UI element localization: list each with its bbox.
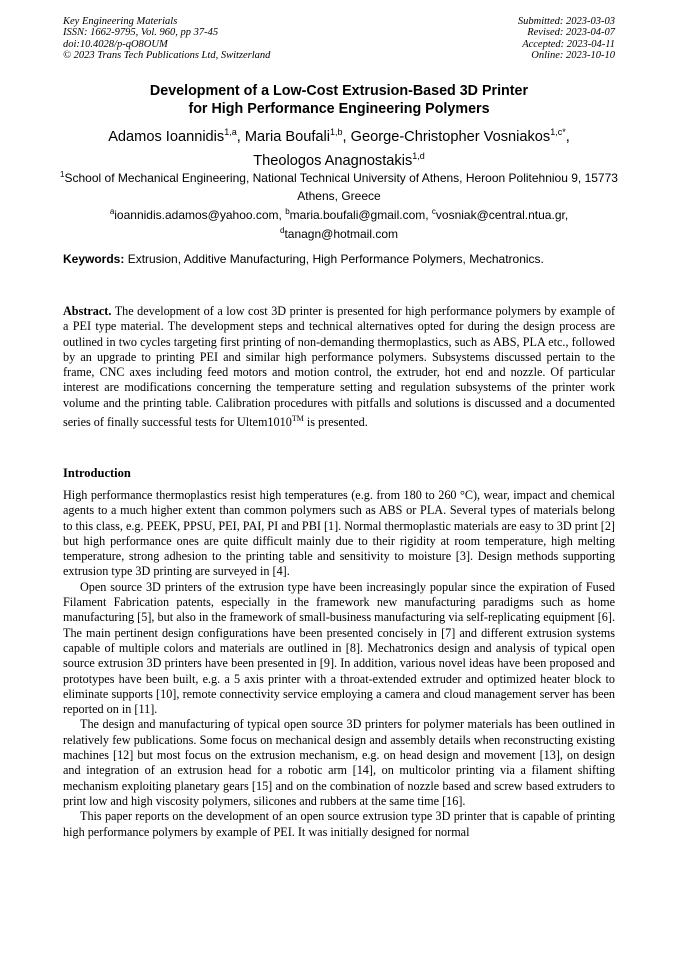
abstract xyxy=(63,304,615,430)
email-sup: a xyxy=(109,207,115,216)
email-address[interactable]: vosniak@central.ntua.gr xyxy=(435,208,565,222)
section-heading-introduction: Introduction xyxy=(63,466,131,480)
title-line-1: Development of a Low-Cost Extrusion-Based 3D Printer xyxy=(149,83,529,99)
author-list: Adamos Ioannidis$^{1,a}$, Maria Boufali$^{1,b}$, George-Christopher Vosniakos$^{1,c*}$, Theologos Anagnostakis$^{1,d}$ xyxy=(108,127,570,169)
author-name: Maria Boufali xyxy=(244,128,331,145)
journal-doi: doi:10.4028/p-qO8OUM xyxy=(63,38,168,50)
journal-name: Key Engineering Materials xyxy=(63,16,178,27)
author-sup: 1,a xyxy=(224,127,237,137)
email-address[interactable]: ioannidis.adamos@yahoo.com xyxy=(114,208,279,222)
affiliation-sup: 1 xyxy=(60,170,65,179)
author-name: Adamos Ioannidis xyxy=(108,128,225,145)
date-accepted: Accepted: 2023-04-11 xyxy=(522,38,615,50)
paragraph: The design and manufacturing of typical open source 3D printers for polymer materials has been outlined in relatively few publications. Some focus on mechanical design and assembly details when reconstructing existing machines [12] but most focus on the extrusion mechanism, e.g. on head design and movement [13], on design and integration of an extrusion head for a robotic arm [14], on multicolor printing via a filament shifting mechanism exploiting planetary gears [15] and on the combination of nozzle based and screw based extruders to print low and high viscosity polymers, silicones and rubbers at the same time [16]. xyxy=(63,717,615,808)
date-revised: Revised: 2023-04-07 xyxy=(527,27,615,39)
title-line-2: for High Performance Engineering Polymers xyxy=(188,101,490,117)
paragraph: Open source 3D printers of the extrusion type have been increasingly popular since the expiration of Fused Filament Fabrication patents, especially in the framework new manufacturing paradigms such as home manufacturing [5], but also in the framework of small-business manufacturing via self-replicating equipment [6]. The main pertinent design configurations have been presented concisely in [7] and different extrusion systems capable of multiple colors and materials are outlined in [8]. Mechatronics design and analysis of typical open source extrusion 3D printers have been presented in [9]. In addition, various novel ideas have been proposed and prototypes have been built, e.g. a 5 axis printer with a throat-extended extruder and optimized heater block to eliminate supports [10], remote connectivity service employing a camera and cloud management server has been reported on in [11]. xyxy=(63,579,615,717)
email-address[interactable]: tanagn@hotmail.com xyxy=(284,227,399,241)
submission-dates xyxy=(518,16,615,62)
author-sup: 1,d xyxy=(412,150,425,161)
abstract-label: Abstract. xyxy=(63,304,112,318)
affiliation xyxy=(40,166,638,205)
author-name: George-Christopher Vosniakos xyxy=(350,128,551,145)
email-sup: d xyxy=(279,226,285,235)
affiliation-text: School of Mechanical Engineering, National Technical University of Athens, Heroon Politehniou 9, 15773 Athens, Greece xyxy=(64,171,618,203)
abstract-tail: is presented. xyxy=(303,415,368,430)
email-sup: b xyxy=(285,207,290,216)
email-address[interactable]: maria.boufali@gmail.com xyxy=(289,208,426,222)
abstract-text: The development of a low cost 3D printer is presented for high performance polymers by example of a PEI type material. The development steps and technical alternatives opted for during the design process are outlined in two cycles targeting first printing of non-demanding thermoplastics, such as ABS, PLA etc., followed by an upgrade to printing PEI and similar high performance polymers. Subsystems discussed pertain to the frame, CNC axes including feed motors and motion control, the extruder, hot end and nozzle. Of particular interest are modifications concerning the temperature setting and regulation subsystems of the printer work volume and the printing table. Calibration procedures with pitfalls and solutions is discussed and a documented series of finally successful tests for Ultem1010 xyxy=(63,304,616,430)
paper-title xyxy=(40,82,638,118)
journal-copyright: © 2023 Trans Tech Publications Ltd, Switzerland xyxy=(63,50,271,62)
email-sup: c xyxy=(431,207,436,216)
date-submitted: Submitted: 2023-03-03 xyxy=(517,16,615,27)
keywords-text: Extrusion, Additive Manufacturing, High Performance Polymers, Mechatronics. xyxy=(127,252,544,266)
keywords xyxy=(63,252,615,267)
journal-issn: ISSN: 1662-9795, Vol. 960, pp 37-45 xyxy=(63,27,219,39)
keywords-label: Keywords: xyxy=(63,252,125,266)
author-sup: 1,b xyxy=(330,127,343,137)
journal-info xyxy=(63,16,270,62)
author-name: Theologos Anagnostakis xyxy=(253,152,413,169)
email-list: $^a$ioannidis.adamos@yahoo.com, $^b$maria.boufali@gmail.com, $^c$vosniak@central.ntua.gr, $^d$tanagn@hotmail.com xyxy=(109,207,569,241)
author-sup: 1,c* xyxy=(550,127,566,137)
trademark-sup: TM xyxy=(291,414,304,424)
paragraph: This paper reports on the development of an open source extrusion type 3D printer that is capable of printing high performance polymers by example of PEI. It was initially designed for normal xyxy=(63,809,615,839)
paragraph: High performance thermoplastics resist high temperatures (e.g. from 180 to 260 °C), wear, impact and chemical agents to a much higher extent than common polymers such as ABS or PLA. Several types of materials belong to this class, e.g. PEEK, PPSU, PEI, PAI, PI and PBI [1]. Normal thermoplastic materials are easy to 3D print [2] but high performance ones are quite difficult mainly due to their rigidity at room temperature, high melting temperature, strong adhesion to the printing table and sensitivity to moisture [3]. Design methods supporting extrusion type 3D printing are surveyed in [4]. xyxy=(63,488,615,579)
date-online: Online: 2023-10-10 xyxy=(531,50,615,62)
introduction-body xyxy=(63,488,615,840)
